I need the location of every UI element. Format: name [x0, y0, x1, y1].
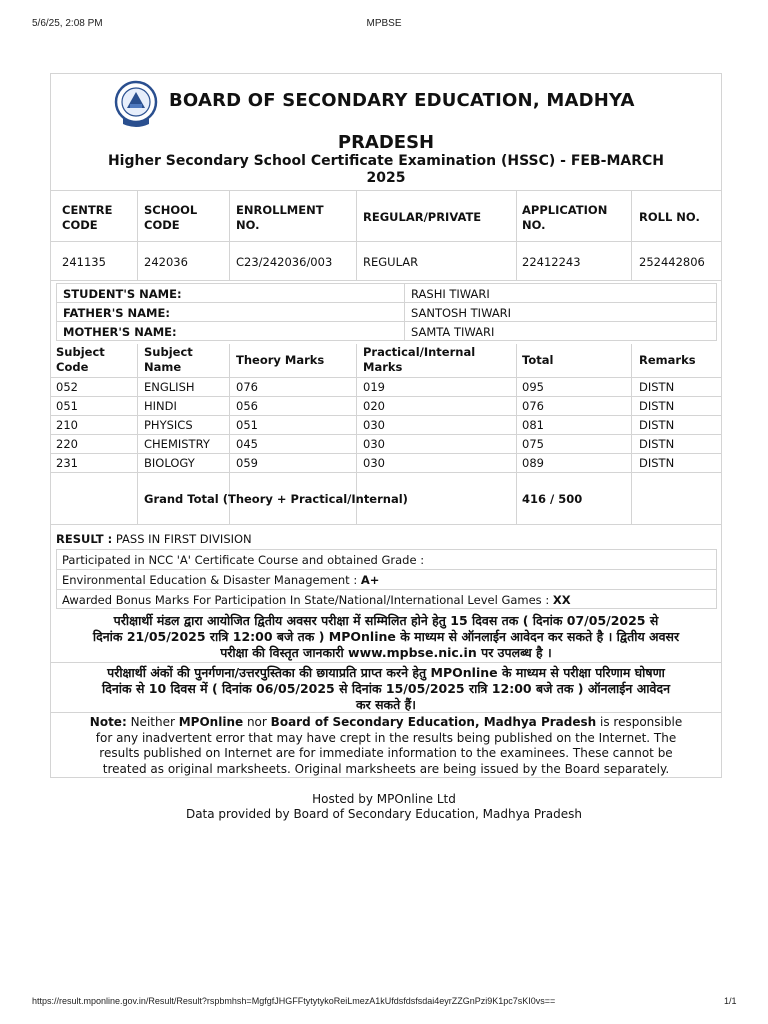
marks-header-total: Total	[522, 353, 554, 367]
father-name-label: FATHER'S NAME:	[63, 306, 170, 320]
marks-header-code: Subject Code	[56, 345, 105, 374]
grand-total-label: Grand Total (Theory + Practical/Internal)	[144, 492, 408, 506]
theory-marks: 045	[236, 437, 258, 451]
application-value: 22412243	[522, 255, 581, 269]
board-name-continued: PRADESH	[337, 132, 435, 153]
hosted-by: Hosted by MPOnline Ltd	[312, 792, 456, 806]
subject-code: 231	[56, 456, 78, 470]
marks-header-remarks: Remarks	[639, 353, 696, 367]
print-page-title: MPBSE	[366, 18, 402, 29]
env-education-label: Environmental Education & Disaster Management :	[62, 573, 358, 587]
marks-header-name: Subject Name	[144, 345, 193, 374]
result-header	[51, 74, 721, 191]
result-line	[56, 532, 252, 546]
print-url[interactable]: https://result.mponline.gov.in/Result/Result?rspbmhsh=MgfgfJHGFFtytytykoReiLmezA1kUfdsfdsfsdai4eyrZZGnPzi9K1pc7sKI0vs==	[32, 996, 556, 1006]
header-regular-private: REGULAR/PRIVATE	[363, 210, 482, 224]
enrollment-value: C23/242036/003	[236, 255, 333, 269]
board-logo	[107, 80, 165, 130]
header-school-code: SCHOOL CODE	[144, 203, 198, 232]
remarks: DISTN	[639, 437, 675, 451]
total-marks: 076	[522, 399, 544, 413]
marks-header-practical: Practical/Internal Marks	[363, 345, 476, 374]
remarks: DISTN	[639, 418, 675, 432]
practical-marks: 020	[363, 399, 385, 413]
mother-name-value: SAMTA TIWARI	[411, 325, 495, 339]
remarks: DISTN	[639, 380, 675, 394]
print-page-number: 1/1	[724, 996, 737, 1006]
marks-header-theory: Theory Marks	[236, 353, 325, 367]
remarks: DISTN	[639, 456, 675, 470]
total-marks: 081	[522, 418, 544, 432]
bonus-marks-label: Awarded Bonus Marks For Participation In State/National/International Level Games :	[62, 593, 550, 607]
total-marks: 095	[522, 380, 544, 394]
student-name-label: STUDENT'S NAME:	[63, 287, 182, 301]
subject-name: ENGLISH	[144, 380, 195, 394]
subject-code: 220	[56, 437, 78, 451]
result-sheet	[50, 73, 722, 778]
roll-no-value: 252442806	[639, 255, 705, 269]
practical-marks: 019	[363, 380, 385, 394]
bonus-marks-value: XX	[552, 593, 571, 607]
theory-marks: 059	[236, 456, 258, 470]
subject-name: HINDI	[144, 399, 177, 413]
school-code-value: 242036	[144, 255, 188, 269]
disclaimer-note: Note: Neither MPOnline nor Board of Secondary Education, Madhya Pradesh is responsible for any inadvertent error that may have crept in the results being published on the Internet. The results published on Internet are for immediate information to the examinees. These cannot be treated as original marksheets. Original marksheets are being issued by the Board separately.	[89, 715, 683, 776]
result-label: RESULT :	[56, 532, 113, 546]
header-enrollment: ENROLLMENT NO.	[236, 203, 324, 232]
subject-name: PHYSICS	[144, 418, 193, 432]
subject-code: 051	[56, 399, 78, 413]
practical-marks: 030	[363, 418, 385, 432]
note-label: Note:	[89, 715, 127, 729]
theory-marks: 076	[236, 380, 258, 394]
bonus-marks-line	[62, 593, 571, 607]
practical-marks: 030	[363, 456, 385, 470]
remarks: DISTN	[639, 399, 675, 413]
subject-name: BIOLOGY	[144, 456, 195, 470]
father-name-value: SANTOSH TIWARI	[411, 306, 512, 320]
centre-code-value: 241135	[62, 255, 106, 269]
board-name: BOARD OF SECONDARY EDUCATION, MADHYA	[169, 90, 635, 111]
exam-title-line2: 2025	[366, 170, 406, 186]
exam-title	[71, 153, 701, 187]
exam-title-line1: Higher Secondary School Certificate Examination (HSSC) - FEB-MARCH	[107, 153, 665, 169]
header-centre-code: CENTRE CODE	[62, 203, 113, 232]
ncc-text: Participated in NCC 'A' Certificate Course and obtained Grade :	[62, 553, 425, 567]
subject-name: CHEMISTRY	[144, 437, 210, 451]
second-chance-notice: परीक्षार्थी मंडल द्वारा आयोजित द्वितीय अवसर परीक्षा में सम्मिलित होने हेतु 15 दिवस तक ( दिनांक 07/05/2025 से दिनांक 21/05/2025 रात्रि 12:00 बजे तक ) MPOnline के माध्यम से ऑनलाईन आवेदन कर सकते है । द्वितीय अवसर परीक्षा की विस्तृत जानकारी www.mpbse.nic.in पर उपलब्ध है ।	[92, 613, 680, 660]
theory-marks: 056	[236, 399, 258, 413]
practical-marks: 030	[363, 437, 385, 451]
total-marks: 089	[522, 456, 544, 470]
total-marks: 075	[522, 437, 544, 451]
mother-name-label: MOTHER'S NAME:	[63, 325, 177, 339]
header-roll-no: ROLL NO.	[639, 210, 700, 224]
grand-total-value: 416 / 500	[522, 492, 583, 506]
recount-notice: परीक्षार्थी अंकों की पुनर्गणना/उत्तरपुस्तिका की छायाप्रति प्राप्त करने हेतु MPOnline के माध्यम से परीक्षा परिणाम घोषणा दिनांक से 10 दिवस में ( दिनांक 06/05/2025 से दिनांक 15/05/2025 रात्रि 12:00 बजे तक ) ऑनलाईन आवेदन कर सकते हैं।	[101, 665, 671, 712]
env-education-line	[62, 573, 379, 587]
regular-private-value: REGULAR	[363, 255, 419, 269]
env-education-grade: A+	[360, 573, 380, 587]
subject-code: 210	[56, 418, 78, 432]
data-provided-by: Data provided by Board of Secondary Education, Madhya Pradesh	[185, 807, 583, 821]
student-name-value: RASHI TIWARI	[411, 287, 490, 301]
theory-marks: 051	[236, 418, 258, 432]
header-application: APPLICATION NO.	[522, 203, 608, 232]
print-datetime: 5/6/25, 2:08 PM	[32, 18, 103, 29]
subject-code: 052	[56, 380, 78, 394]
result-value: PASS IN FIRST DIVISION	[115, 532, 252, 546]
